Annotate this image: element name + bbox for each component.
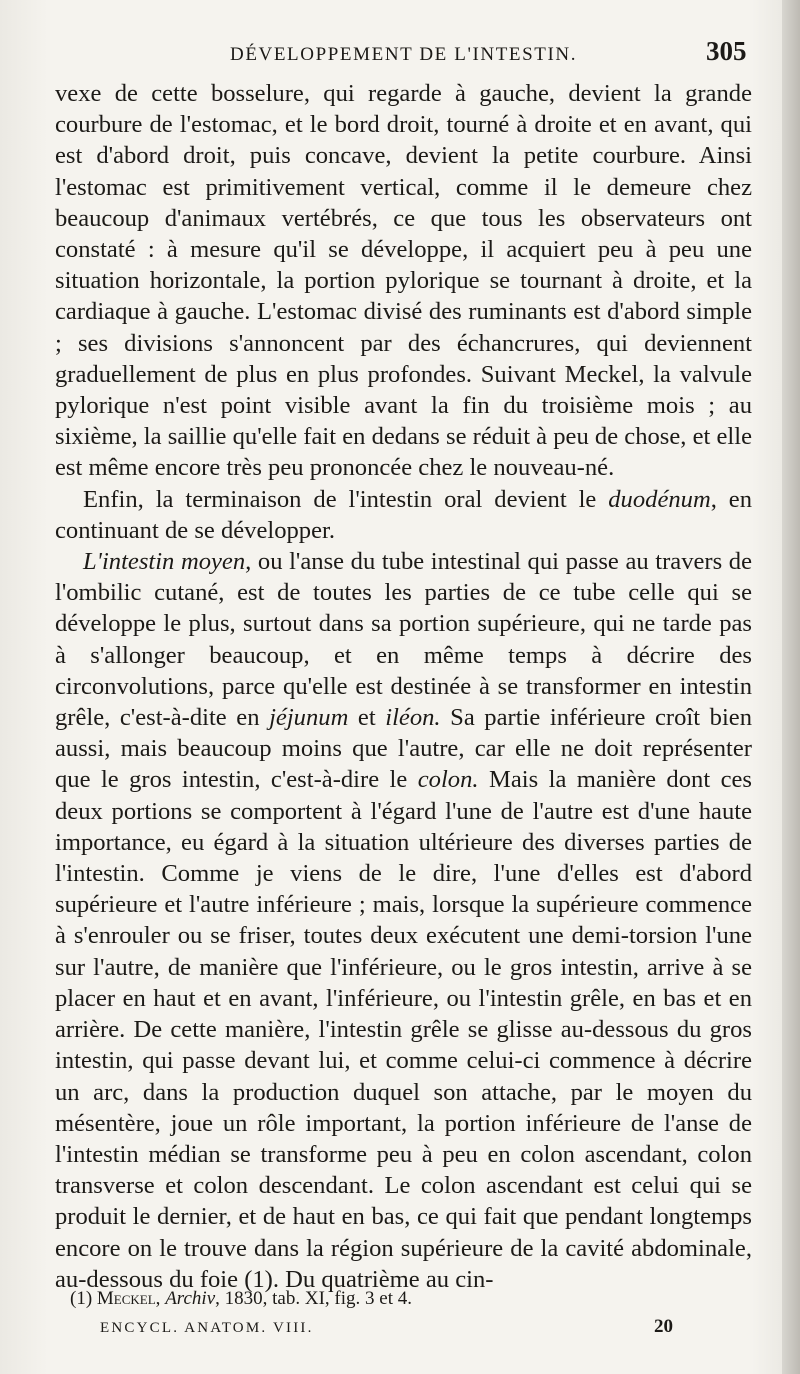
- sheet-number: 20: [654, 1316, 673, 1337]
- running-title: DÉVELOPPEMENT DE L'INTESTIN.: [230, 44, 578, 65]
- footnote-marker: (1): [70, 1288, 97, 1309]
- text-run: , en continuant de se développer.: [55, 485, 752, 544]
- page-edge-shadow: [782, 0, 800, 1374]
- italic-term-intestin-moyen: L'intestin moyen,: [83, 548, 252, 576]
- text-run: Enfin, la terminaison de l'intestin oral devient le: [83, 485, 609, 513]
- paragraph-intestin-moyen: [55, 546, 752, 1295]
- footnote-rest: , 1830, tab. XI, fig. 3 et 4.: [215, 1288, 412, 1309]
- page-number: 305: [706, 36, 747, 66]
- printer-signature: ENCYCL. ANATOM. VIII.: [100, 1320, 314, 1336]
- text-run: et: [348, 704, 386, 732]
- text-run: Sa partie inférieure croît bien aussi, mais beaucoup moins que l'autre, car elle ne doit représenter que le gros intestin, c'est-à-dire le: [55, 704, 753, 794]
- paragraph-stomach: vexe de cette bosselure, qui regarde à gauche, devient la grande courbure de l'estomac, et le bord droit, tourné à droite et en avant, qui est d'abord droit, puis concave, devient la petite courbure. Ainsi l'estomac est primitivement vertical, comme il le demeure chez beaucoup d'animaux vertébrés, ce que tous les observateurs ont constaté : à mesure qu'il se développe, il acquiert peu à peu une situation horizontale, la portion pylorique se tournant à droite, et la cardiaque à gauche. L'estomac divisé des ruminants est d'abord simple ; ses divisions s'annoncent par des échancrures, qui deviennent graduellement de plus en plus profondes. Suivant Meckel, la valvule pylorique n'est point visible avant la fin du troisième mois ; au sixième, la saillie qu'elle fait en dedans se réduit à peu de chose, et elle est même encore très peu prononcée chez le nouveau-né.: [55, 80, 752, 482]
- page-header: [0, 36, 800, 76]
- footnote: [70, 1288, 750, 1310]
- paragraph-duodenum: [55, 484, 752, 546]
- footnote-author: Meckel,: [96, 1288, 166, 1309]
- text-run: Mais la manière dont ces deux portions se comportent à l'égard l'une de l'autre est d'une haute importance, eu égard à la situation ultérieure des diverses parties de l'intestin. Comme je viens de le dire, l'une d'elles est d'abord supérieure et l'autre inférieure ; mais, lorsque la supérieure commence à s'enrouler ou se friser, toutes deux exécutent une demi-torsion l'une sur l'autre, de manière que l'inférieure, ou le gros intestin, arrive à se placer en haut et en avant, l'inférieure, ou l'intestin grêle, en bas et en arrière. De cette manière, l'intestin grêle se glisse au-dessous du gros intestin, qui passe devant lui, et comme celui-ci commence à décrire un arc, dans la production duquel son attache, par le moyen du mésentère, joue un rôle important, la portion inférieure de l'anse de l'intestin médian se transforme peu à peu en colon ascendant, colon transverse et colon descendant. Le colon ascendant est celui qui se produit le dernier, et de haut en bas, ce qui fait que pendant longtemps encore on le trouve dans la région supérieure de la cavité abdominale, au-dessous du foie (1). Du quatrième au cin-: [55, 766, 752, 1293]
- italic-term-duodenum: duodénum: [608, 485, 711, 513]
- italic-term-jejunum: jéjunum: [269, 704, 349, 732]
- text-run: ou l'anse du tube intestinal qui passe au travers de l'ombilic cutané, est de toutes les parties de ce tube celle qui se développe le plus, surtout dans sa portion supérieure, qui ne tarde pas à s'allonger beaucoup, et en même temps à décrire des circonvolutions, parce qu'elle est destinée à se transformer en intestin grêle, c'est-à-dite en: [55, 548, 752, 732]
- italic-term-ileon: iléon.: [385, 704, 441, 732]
- footnote-title: Archiv: [165, 1288, 216, 1309]
- body-text: [55, 78, 752, 1295]
- italic-term-colon: colon.: [417, 766, 479, 794]
